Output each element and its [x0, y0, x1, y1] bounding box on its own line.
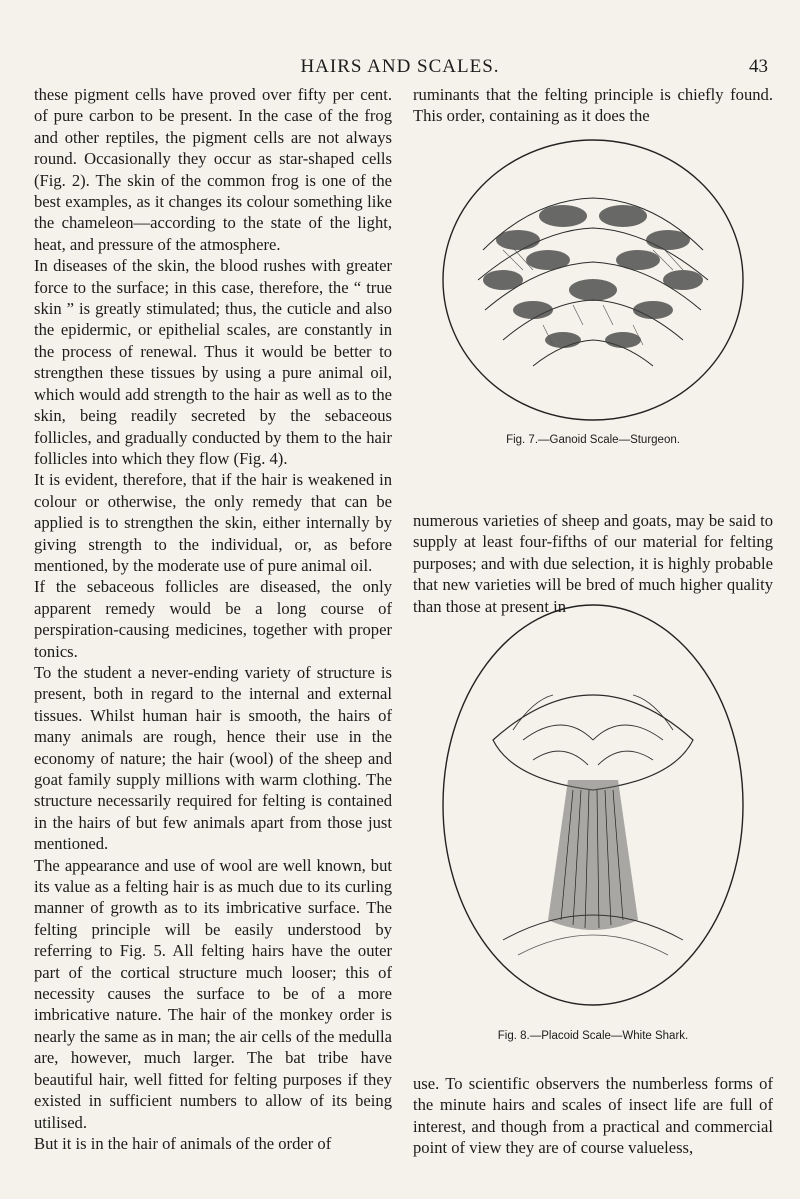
right-column-top: [413, 84, 773, 127]
page-header: [0, 56, 800, 84]
right-column-bottom: [413, 1073, 773, 1159]
page-number: 43: [749, 56, 768, 77]
figure-7: [413, 130, 773, 454]
paragraph: In diseases of the skin, the blood rushes with greater force to the surface; in this case, therefore, the “ true skin ” is greatly stimulated; thus, the cuticle and also the epidermic, or epithelial scales, are constantly in the process of renewal. Thus it would be better to strengthen these tissues by using a pure animal oil, which would add strength to the hair as well as to the skin, being readily secreted by the sebaceous follicles, and gradually conducted by them to the hair follicles into which they flow (Fig. 4).: [34, 256, 392, 468]
paragraph: numerous varieties of sheep and goats, may be said to supply at least four-fifths of our material for felting purposes; and with due selection, it is highly probable that new varieties will be bred of much higher quality than those at present in: [413, 511, 773, 616]
paragraph: If the sebaceous follicles are diseased, the only apparent remedy would be a long course of perspiration-causing medicines, together with proper tonics.: [34, 577, 392, 661]
paragraph: The appearance and use of wool are well known, but its value as a felting hair is as much due to its curling manner of growth as to its imbricative surface. The felting principle will be easily understood by referring to Fig. 5. All felting hairs have the outer part of the cortical structure much looser; this of necessity causes the surface to be of a more imbricative nature. The hair of the monkey order is nearly the same as in man; the air cells of the medulla are, however, much larger. The bat tribe have beautiful hair, well fitted for felting purposes if they existed in sufficient numbers to allow of its being utilised.: [34, 855, 392, 1132]
paragraph: To the student a never-ending variety of structure is present, both in regard to the internal and external tissues. Whilst human hair is smooth, the hairs of many animals are rough, hence their use in the economy of nature; the hair (wool) of the sheep and goat family supply millions with warm clothing. The structure necessarily required for felting is contained in the hairs of but few animals apart from those just mentioned.: [34, 662, 392, 854]
ganoid-scale-illustration: [423, 130, 763, 430]
paragraph: ruminants that the felting principle is chiefly found. This order, containing as it does the: [413, 85, 773, 126]
running-title: HAIRS AND SCALES.: [300, 56, 500, 77]
paragraph: But it is in the hair of animals of the order of: [34, 1133, 332, 1153]
paragraph: use. To scientific observers the numberless forms of the minute hairs and scales of insect life are full of interest, and though from a practical and commercial point of view they are of course valueless,: [413, 1074, 773, 1158]
placoid-scale-illustration: [423, 590, 763, 1020]
figure-7-caption: Fig. 7.—Ganoid Scale—Sturgeon.: [506, 434, 680, 446]
figure-8: [413, 590, 773, 1050]
paragraph: It is evident, therefore, that if the hair is weakened in colour or otherwise, the only remedy that can be applied is to strengthen the skin, either internally by giving strength to the individual, or, as before mentioned, by the moderate use of pure animal oil.: [34, 470, 392, 575]
paragraph: these pigment cells have proved over fifty per cent. of pure carbon to be present. In the case of the frog and other reptiles, the pigment cells are not always round. Occasionally they occur as star-shaped cells (Fig. 2). The skin of the common frog is one of the best examples, as it changes its colour something like the chameleon—according to the state of the light, heat, and pressure of the atmosphere.: [34, 85, 392, 254]
left-column: [34, 84, 392, 1154]
figure-8-caption: Fig. 8.—Placoid Scale—White Shark.: [497, 1030, 689, 1042]
